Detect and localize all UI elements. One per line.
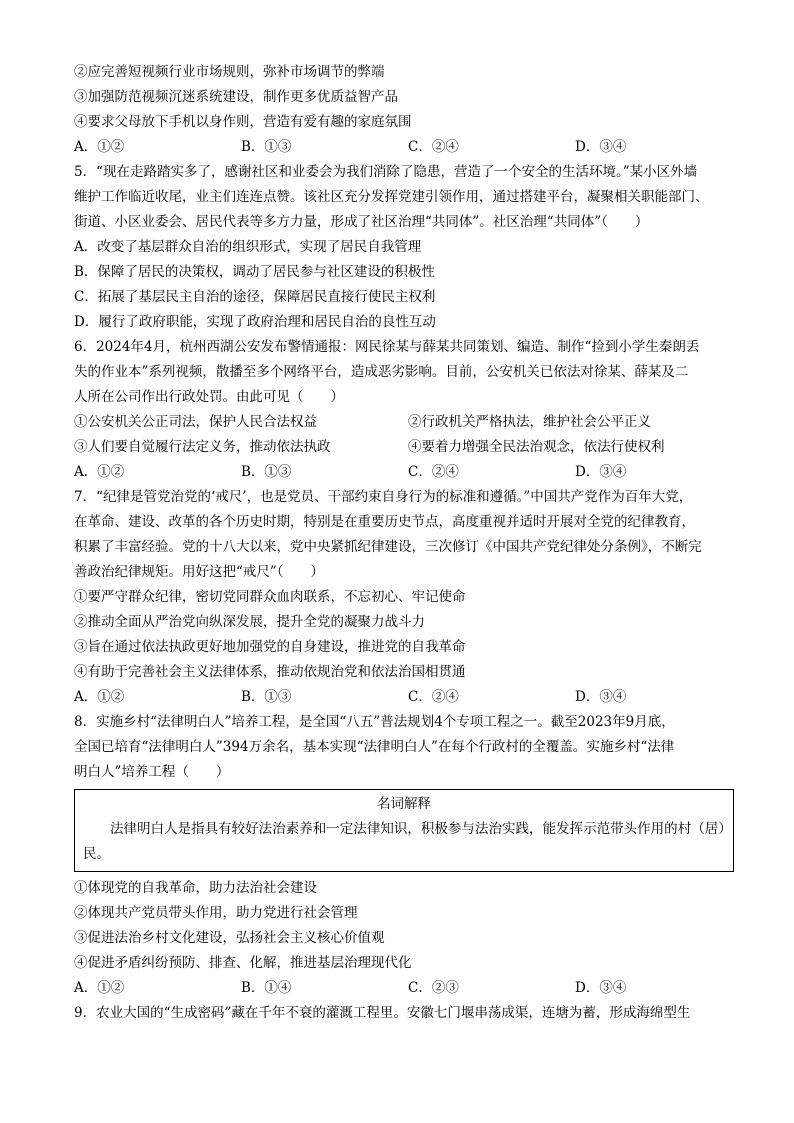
q8-choice-a: A．①② xyxy=(74,980,125,996)
q6-choice-b: B．①③ xyxy=(241,464,292,480)
q5-stem-line: 5．“现在走路踏实多了，感谢社区和业委会为我们消除了隐患，营造了一个安全的生活环境。”某小区外墙 xyxy=(74,164,698,180)
q8-stem-line: 全国已培育“法律明白人”394万余名，基本实现“法律明白人”在每个行政村的全覆盖。实施乡村“法律 xyxy=(74,739,675,755)
q7-option-1: ①要严守群众纪律，密切党同群众血肉联系，不忘初心、牢记使命 xyxy=(74,589,466,605)
q8-stem-line: 明白人”培养工程（ ） xyxy=(74,764,230,780)
q6-choices xyxy=(74,460,734,485)
exam-page xyxy=(74,60,734,1026)
definition-box xyxy=(74,789,734,872)
q5-option-b: B．保障了居民的决策权，调动了居民参与社区建设的积极性 xyxy=(74,264,435,280)
q6-choice-a: A．①② xyxy=(74,464,125,480)
q6-stem-line: 6．2024年4月，杭州西湖公安发布警情通报：网民徐某与薛某共同策划、编造、制作“捡到小学生秦朗丢 xyxy=(74,339,700,355)
q8-option-4: ④促进矛盾纠纷预防、排查、化解，推进基层治理现代化 xyxy=(74,955,412,971)
q5-option-a: A．改变了基层群众自治的组织形式，实现了居民自我管理 xyxy=(74,239,422,255)
q7-stem-line: 积累了丰富经验。党的十八大以来，党中央紧抓纪律建设，三次修订《中国共产党纪律处分条例》，不断完 xyxy=(74,539,702,555)
question-6 xyxy=(74,335,734,485)
q4-choice-a: A．①② xyxy=(74,139,125,155)
q8-choices xyxy=(74,976,734,1001)
q7-stem-line: 在革命、建设、改革的各个历史时期，特别是在重要历史节点，高度重视并适时开展对全党的纪律教育， xyxy=(74,514,695,530)
q4-option-3: ③加强防范视频沉迷系统建设，制作更多优质益智产品 xyxy=(74,89,398,105)
q6-option-2: ②行政机关严格执法，维护社会公平正义 xyxy=(408,414,651,430)
q6-option-1: ①公安机关公正司法，保护人民合法权益 xyxy=(74,414,317,430)
q8-choice-d: D．③④ xyxy=(575,980,627,996)
q7-choice-b: B．①③ xyxy=(241,689,292,705)
q5-option-c: C．拓展了基层民主自治的途径，保障居民直接行使民主权利 xyxy=(74,289,436,305)
q7-option-4: ④有助于完善社会主义法律体系，推动依规治党和依法治国相贯通 xyxy=(74,664,466,680)
q4-options xyxy=(74,60,734,135)
q7-stem-line: 7．“纪律是管党治党的‘戒尺’，也是党员、干部约束自身行为的标准和遵循。”中国共产党作为百年大党， xyxy=(74,489,693,505)
q7-stem-line: 善政治纪律规矩。用好这把“戒尺”（ ） xyxy=(74,564,325,580)
definition-box-title: 名词解释 xyxy=(377,796,431,812)
q7-choice-d: D．③④ xyxy=(575,689,627,705)
q8-option-3: ③促进法治乡村文化建设，弘扬社会主义核心价值观 xyxy=(74,930,385,946)
q6-option-3: ③人们要自觉履行法定义务，推动依法执政 xyxy=(74,439,331,455)
q8-option-1: ①体现党的自我革命，助力法治社会建设 xyxy=(74,880,317,896)
q7-option-3: ③旨在通过依法执政更好地加强党的自身建设，推进党的自我革命 xyxy=(74,639,466,655)
q7-option-2: ②推动全面从严治党向纵深发展，提升全党的凝聚力战斗力 xyxy=(74,614,425,630)
q6-choice-c: C．②④ xyxy=(408,464,459,480)
q9-stem-line: 9．农业大国的“生成密码”藏在千年不衰的灌溉工程里。安徽七门堰串荡成渠，连塘为蓄，形成海绵型生 xyxy=(74,1005,691,1021)
q4-option-2: ②应完善短视频行业市场规则，弥补市场调节的弊端 xyxy=(74,64,385,80)
q6-stem-line: 失的作业本”系列视频，散播至多个网络平台，造成恶劣影响。目前，公安机关已依法对徐某、薛某及二 xyxy=(74,364,689,380)
q6-choice-d: D．③④ xyxy=(575,464,627,480)
q7-choice-a: A．①② xyxy=(74,689,125,705)
question-8 xyxy=(74,710,734,1001)
definition-box-text: 法律明白人是指具有较好法治素养和一定法律知识，积极参与法治实践，能发挥示范带头作用的村（居）民。 xyxy=(83,821,725,862)
question-5 xyxy=(74,160,734,335)
q8-choice-c: C．②③ xyxy=(408,980,459,996)
q5-stem-line: 维护工作临近收尾，业主们连连点赞。该社区充分发挥党建引领作用，通过搭建平台，凝聚相关职能部门、 xyxy=(74,189,709,205)
q8-choice-b: B．①④ xyxy=(241,980,292,996)
q6-option-4: ④要着力增强全民法治观念，依法行使权利 xyxy=(408,439,665,455)
q8-stem-line: 8．实施乡村“法律明白人”培养工程，是全国“八五”普法规划4个专项工程之一。截至2023年9月底， xyxy=(74,714,675,730)
q4-option-4: ④要求父母放下手机以身作则，营造有爱有趣的家庭氛围 xyxy=(74,114,412,130)
q5-stem-line: 街道、小区业委会、居民代表等多方力量，形成了社区治理“共同体”。社区治理“共同体”（ ） xyxy=(74,214,649,230)
q4-choices xyxy=(74,135,734,160)
q6-stem-line: 人所在公司作出行政处罚。由此可见（ ） xyxy=(74,389,344,405)
q7-choices xyxy=(74,685,734,710)
q5-option-d: D．履行了政府职能，实现了政府治理和居民自治的良性互动 xyxy=(74,314,436,330)
q6-options-row xyxy=(74,435,734,460)
question-9 xyxy=(74,1001,734,1026)
q4-choice-d: D．③④ xyxy=(575,139,627,155)
question-7 xyxy=(74,485,734,710)
q6-options-row xyxy=(74,410,734,435)
q8-option-2: ②体现共产党员带头作用，助力党进行社会管理 xyxy=(74,905,358,921)
q7-choice-c: C．②④ xyxy=(408,689,459,705)
q4-choice-b: B．①③ xyxy=(241,139,292,155)
q4-choice-c: C．②④ xyxy=(408,139,459,155)
